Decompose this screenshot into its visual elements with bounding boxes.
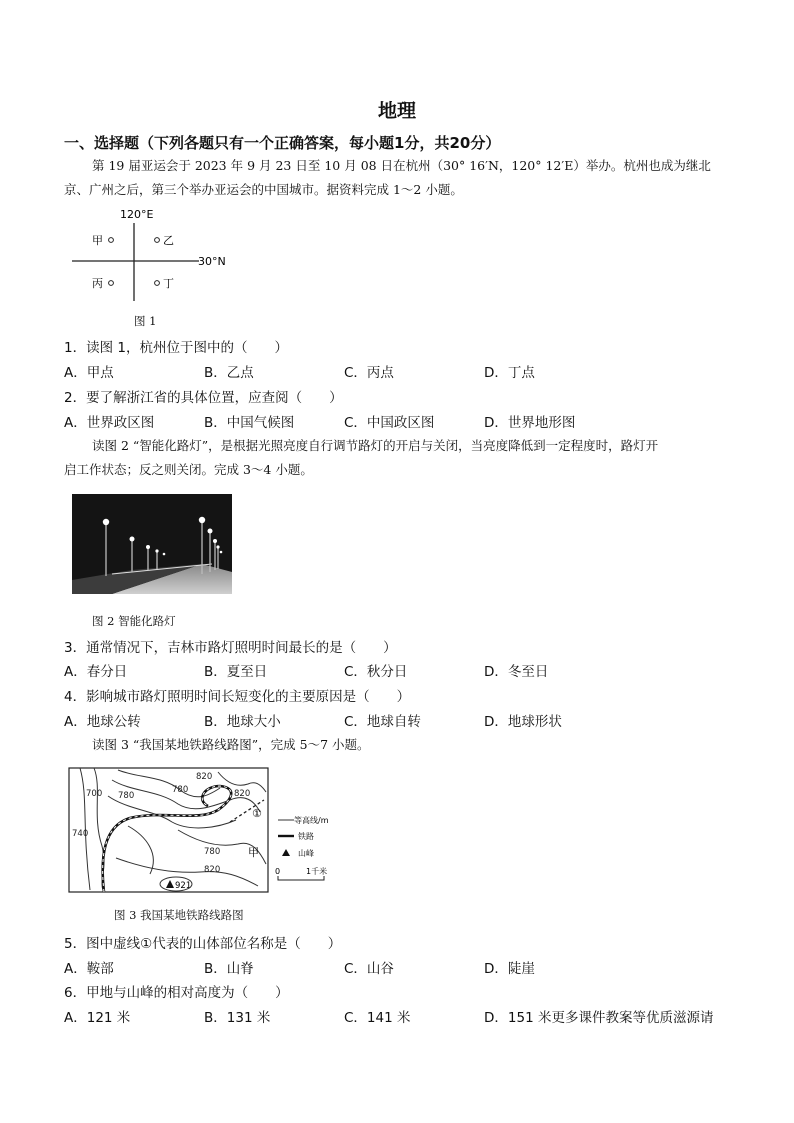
- q4-option-d[interactable]: D．地球形状: [484, 714, 562, 730]
- q1-option-a[interactable]: A．甲点: [64, 365, 114, 381]
- q5-option-a[interactable]: A．鞍部: [64, 961, 114, 977]
- point-jia-label: 甲: [92, 234, 103, 247]
- legend-peak-label: 山峰: [298, 849, 314, 858]
- figure-1-coordinate-grid: [64, 205, 234, 305]
- contour-label: 780: [118, 791, 135, 801]
- legend-contour-label: 等高线/m: [294, 816, 329, 825]
- q4-option-c[interactable]: C．地球自转: [344, 714, 421, 730]
- latitude-label: 30°N: [198, 255, 226, 268]
- contour-label: 820: [204, 865, 221, 875]
- contour-label: 820: [196, 772, 213, 782]
- page-title: 地理: [377, 100, 416, 122]
- figure-3-caption: 图 3 我国某地铁路线路图: [114, 908, 244, 922]
- q2-option-a[interactable]: A．世界政区图: [64, 415, 155, 431]
- point-ding-marker: [155, 281, 160, 286]
- point-jia: 甲: [248, 846, 259, 859]
- q2-option-b[interactable]: B．中国气候图: [204, 415, 295, 431]
- q5-option-d[interactable]: D．陡崖: [484, 961, 535, 977]
- longitude-label: 120°E: [120, 208, 154, 221]
- q1-option-d[interactable]: D．丁点: [484, 365, 535, 381]
- question-2-options: [64, 411, 744, 433]
- point-yi-marker: [155, 238, 160, 243]
- point-ding-label: 丁: [163, 277, 174, 290]
- point-jia-marker: [109, 238, 114, 243]
- q5-option-c[interactable]: C．山谷: [344, 961, 394, 977]
- q6-option-d[interactable]: D．151 米更多课件教案等优质滋源请: [484, 1010, 714, 1026]
- passage-2-line-1: 读图 2 “智能化路灯”，是根据光照亮度自行调节路灯的开启与关闭，当亮度降低到一定程度时，路灯开: [92, 438, 659, 453]
- q5-option-b[interactable]: B．山脊: [204, 961, 254, 977]
- figure-1-caption: 图 1: [134, 314, 157, 328]
- contour-label: 820: [234, 789, 251, 799]
- question-1-options: [64, 361, 744, 383]
- q4-option-a[interactable]: A．地球公转: [64, 714, 141, 730]
- legend-rail-label: 铁路: [298, 832, 314, 841]
- peak-value: 921: [175, 881, 192, 891]
- contour-label: 780: [204, 847, 221, 857]
- contour-label: 700: [86, 789, 103, 799]
- railway-line: [103, 786, 232, 892]
- q3-option-b[interactable]: B．夏至日: [204, 664, 268, 680]
- figure-2-caption: 图 2 智能化路灯: [92, 614, 176, 628]
- scale-bar: [278, 876, 324, 880]
- passage-3-line-1: 读图 3 “我国某地铁路线路图”，完成 5～7 小题。: [92, 737, 370, 752]
- q2-option-d[interactable]: D．世界地形图: [484, 415, 576, 431]
- passage-2-line-2: 启工作状态；反之则关闭。完成 3～4 小题。: [64, 462, 313, 477]
- passage-2: [64, 434, 730, 482]
- passage-1: [64, 154, 730, 202]
- q1-option-c[interactable]: C．丙点: [344, 365, 394, 381]
- section-heading: 一、选择题（下列各题只有一个正确答案，每小题1分，共20分）: [64, 134, 501, 152]
- peak-triangle-icon: [166, 880, 174, 888]
- passage-1-line-2: 京、广州之后，第三个举办亚运会的中国城市。据资料完成 1～2 小题。: [64, 182, 463, 197]
- marker-circled-one: ①: [252, 807, 262, 820]
- contour-label: 780: [172, 785, 189, 795]
- question-6-stem: 6．甲地与山峰的相对高度为（ ）: [64, 985, 289, 1001]
- question-5-stem: 5．图中虚线①代表的山体部位名称是（ ）: [64, 936, 342, 952]
- question-3-stem: 3．通常情况下，吉林市路灯照明时间最长的是（ ）: [64, 640, 397, 656]
- question-2-stem: 2．要了解浙江省的具体位置，应查阅（ ）: [64, 390, 343, 406]
- legend-peak-icon: [282, 849, 290, 856]
- map-frame: [69, 768, 268, 892]
- question-5-options: [64, 957, 744, 979]
- question-3-options: [64, 660, 744, 682]
- q2-option-c[interactable]: C．中国政区图: [344, 415, 435, 431]
- figure-2-street-light-photo: [72, 494, 232, 594]
- scale-km: 1千米: [306, 867, 328, 876]
- q6-option-c[interactable]: C．141 米: [344, 1010, 411, 1026]
- passage-3: [64, 733, 730, 757]
- point-yi-label: 乙: [163, 234, 174, 247]
- contour-label: 740: [72, 829, 89, 839]
- scale-zero: 0: [275, 867, 281, 876]
- q6-option-a[interactable]: A．121 米: [64, 1010, 131, 1026]
- q3-option-c[interactable]: C．秋分日: [344, 664, 408, 680]
- q3-option-d[interactable]: D．冬至日: [484, 664, 549, 680]
- question-4-stem: 4．影响城市路灯照明时间长短变化的主要原因是（ ）: [64, 689, 411, 705]
- point-bing-marker: [109, 281, 114, 286]
- q6-option-b[interactable]: B．131 米: [204, 1010, 271, 1026]
- q4-option-b[interactable]: B．地球大小: [204, 714, 281, 730]
- question-6-options: [64, 1006, 744, 1028]
- point-bing-label: 丙: [92, 277, 103, 290]
- q1-option-b[interactable]: B．乙点: [204, 365, 254, 381]
- question-1-stem: 1．读图 1，杭州位于图中的（ ）: [64, 340, 288, 356]
- passage-1-line-1: 第 19 届亚运会于 2023 年 9 月 23 日至 10 月 08 日在杭州（30° 16′N，120° 12′E）举办。杭州也成为继北: [92, 158, 711, 173]
- question-4-options: [64, 710, 744, 732]
- figure-3-contour-map: [68, 766, 340, 896]
- q3-option-a[interactable]: A．春分日: [64, 664, 128, 680]
